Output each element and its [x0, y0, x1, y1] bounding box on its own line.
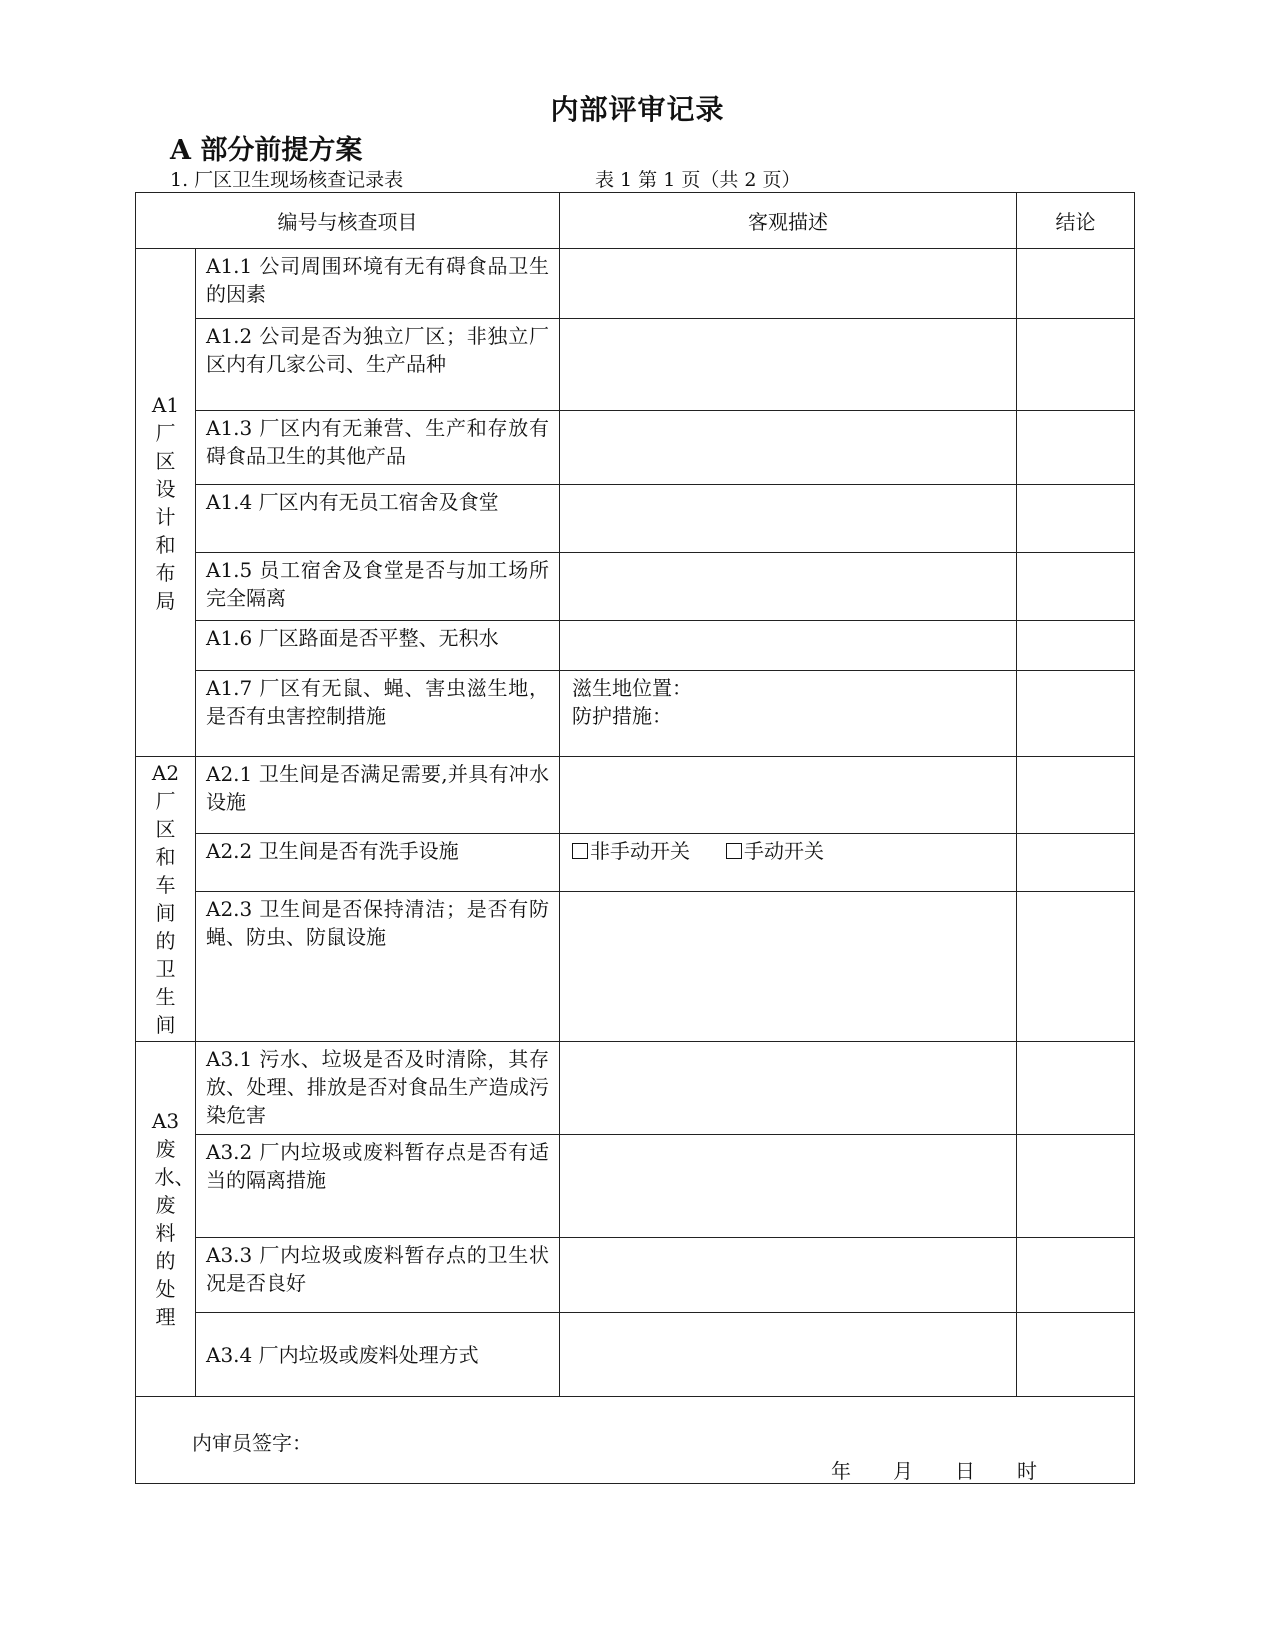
result-cell[interactable]	[1017, 757, 1135, 834]
table-row	[136, 834, 1135, 892]
description-cell[interactable]	[560, 892, 1017, 1042]
signature-cell[interactable]	[136, 1397, 1135, 1484]
protection-measures-label: 防护措施：	[572, 704, 672, 728]
table-row	[136, 621, 1135, 671]
item-cell: A2.1 卫生间是否满足需要,并具有冲水设施	[196, 757, 560, 834]
table-row	[136, 319, 1135, 411]
result-cell[interactable]	[1017, 1238, 1135, 1313]
description-cell[interactable]	[560, 621, 1017, 671]
description-cell[interactable]	[560, 319, 1017, 411]
item-cell: A1.2 公司是否为独立厂区；非独立厂区内有几家公司、生产品种	[196, 319, 560, 411]
item-cell: A1.5 员工宿舍及食堂是否与加工场所完全隔离	[196, 553, 560, 621]
signature-date	[831, 1455, 1079, 1484]
description-cell[interactable]	[560, 1313, 1017, 1397]
result-cell[interactable]	[1017, 553, 1135, 621]
table-row	[136, 249, 1135, 319]
table-row	[136, 1313, 1135, 1397]
result-cell[interactable]	[1017, 249, 1135, 319]
description-cell	[560, 834, 1017, 892]
result-cell[interactable]	[1017, 1313, 1135, 1397]
year-label: 年	[831, 1459, 851, 1483]
item-cell: A1.4 厂区内有无员工宿舍及食堂	[196, 485, 560, 553]
description-cell[interactable]	[560, 1238, 1017, 1313]
result-cell[interactable]	[1017, 671, 1135, 757]
result-cell[interactable]	[1017, 411, 1135, 485]
description-cell[interactable]	[560, 553, 1017, 621]
table-subtitle: 1. 厂区卫生现场核查记录表	[170, 169, 404, 191]
checkbox-icon[interactable]	[572, 843, 588, 859]
document-title: 内部评审记录	[550, 93, 725, 126]
item-cell: A3.2 厂内垃圾或废料暂存点是否有适当的隔离措施	[196, 1135, 560, 1238]
auditor-signature-label: 内审员签字：	[192, 1431, 312, 1455]
item-cell: A1.6 厂区路面是否平整、无积水	[196, 621, 560, 671]
result-cell[interactable]	[1017, 834, 1135, 892]
header-result: 结论	[1017, 193, 1135, 249]
item-cell: A3.3 厂内垃圾或废料暂存点的卫生状况是否良好	[196, 1238, 560, 1313]
result-cell[interactable]	[1017, 1042, 1135, 1135]
description-cell[interactable]	[560, 411, 1017, 485]
description-cell[interactable]	[560, 1135, 1017, 1238]
table-row	[136, 411, 1135, 485]
item-cell: A2.2 卫生间是否有洗手设施	[196, 834, 560, 892]
hour-label: 时	[1017, 1459, 1037, 1483]
table-page-reference: 表 1 第 1 页（共 2 页）	[595, 169, 801, 191]
section-cell-a1	[136, 249, 196, 757]
item-cell: A3.4 厂内垃圾或废料处理方式	[196, 1313, 560, 1397]
item-cell: A1.3 厂区内有无兼营、生产和存放有碍食品卫生的其他产品	[196, 411, 560, 485]
description-cell[interactable]	[560, 1042, 1017, 1135]
item-cell: A3.1 污水、垃圾是否及时清除，其存放、处理、排放是否对食品生产造成污染危害	[196, 1042, 560, 1135]
result-cell[interactable]	[1017, 319, 1135, 411]
item-cell: A1.7 厂区有无鼠、蝇、害虫滋生地，是否有虫害控制措施	[196, 671, 560, 757]
section-code: A1	[151, 392, 180, 417]
section-cell-a2	[136, 757, 196, 1042]
inspection-table	[135, 192, 1135, 1484]
day-label: 日	[955, 1459, 975, 1483]
section-name: 废水、废料的处理	[154, 1137, 195, 1329]
header-item: 编号与核查项目	[136, 193, 560, 249]
table-row	[136, 892, 1135, 1042]
section-name: 厂区设计和布局	[155, 420, 176, 613]
checkbox-icon[interactable]	[726, 843, 742, 859]
table-row	[136, 671, 1135, 757]
description-cell[interactable]	[560, 671, 1017, 757]
header-description: 客观描述	[560, 193, 1017, 249]
table-row	[136, 1238, 1135, 1313]
description-cell[interactable]	[560, 249, 1017, 319]
option-label: 非手动开关	[590, 839, 690, 863]
signature-row	[136, 1397, 1135, 1484]
section-name: 厂区和车间的卫生间	[155, 789, 176, 1037]
option-label: 手动开关	[744, 839, 824, 863]
section-cell-a3	[136, 1042, 196, 1397]
section-code: A3	[151, 1109, 180, 1133]
month-label: 月	[893, 1459, 913, 1483]
result-cell[interactable]	[1017, 485, 1135, 553]
item-cell: A1.1 公司周围环境有无有碍食品卫生的因素	[196, 249, 560, 319]
table-row	[136, 1135, 1135, 1238]
header-row	[136, 193, 1135, 249]
result-cell[interactable]	[1017, 1135, 1135, 1238]
section-heading: A 部分前提方案	[170, 135, 363, 166]
result-cell[interactable]	[1017, 621, 1135, 671]
item-cell: A2.3 卫生间是否保持清洁；是否有防蝇、防虫、防鼠设施	[196, 892, 560, 1042]
description-cell[interactable]	[560, 485, 1017, 553]
description-cell[interactable]	[560, 757, 1017, 834]
section-code: A2	[151, 761, 180, 785]
option-non-manual-switch[interactable]	[572, 837, 690, 865]
option-manual-switch[interactable]	[726, 837, 824, 865]
table-row	[136, 1042, 1135, 1135]
table-row	[136, 757, 1135, 834]
breeding-site-label: 滋生地位置：	[572, 676, 692, 700]
table-row	[136, 553, 1135, 621]
table-row	[136, 485, 1135, 553]
result-cell[interactable]	[1017, 892, 1135, 1042]
